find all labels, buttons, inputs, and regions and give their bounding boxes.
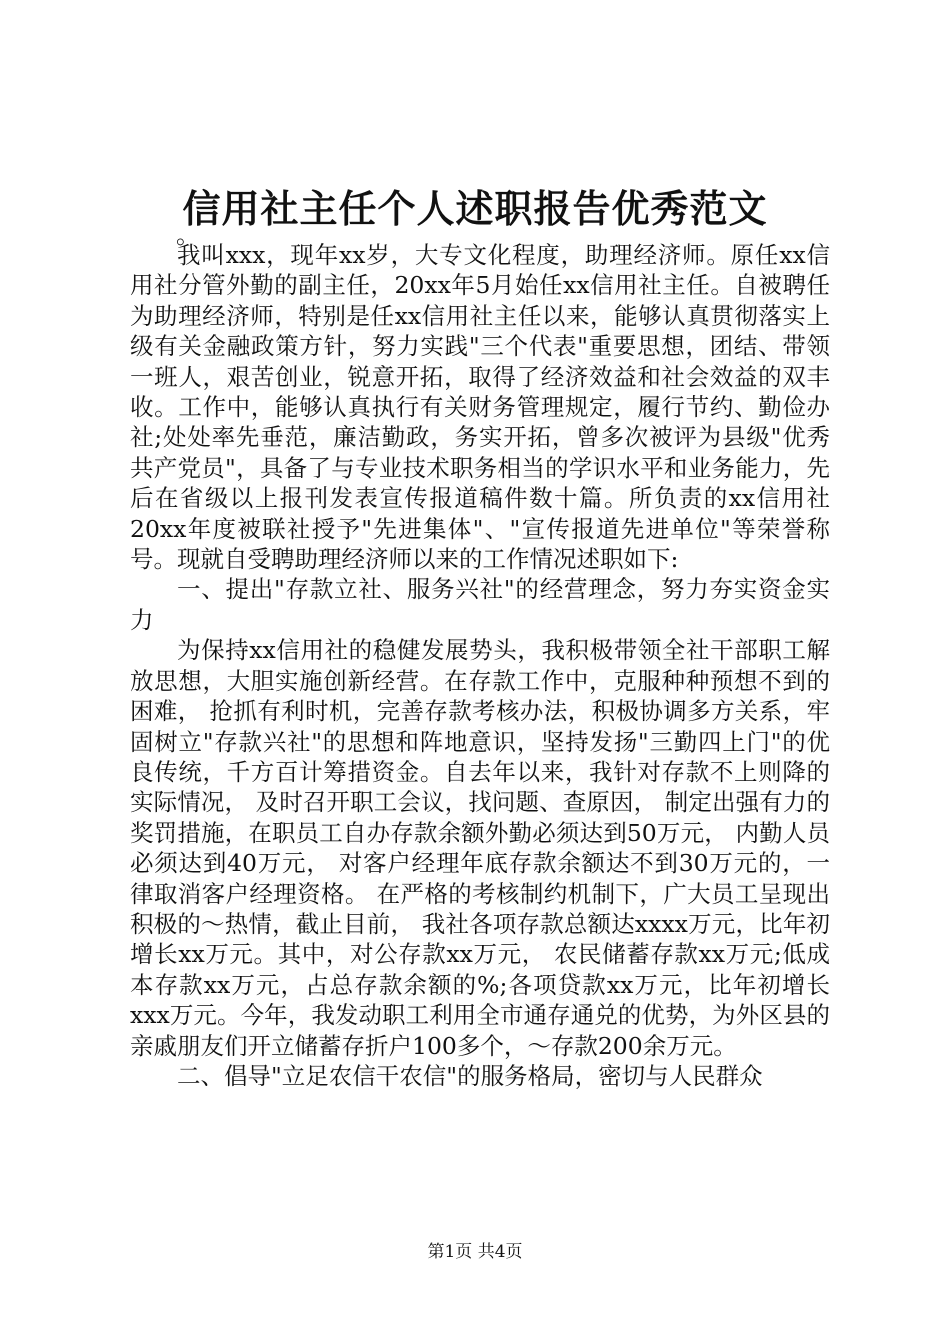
section-heading-1: 一、提出"存款立社、服务兴社"的经营理念，努力夯实资金实力 — [130, 575, 830, 634]
section-heading-2: 二、倡导"立足农信干农信"的服务格局，密切与人民群众 — [177, 1061, 763, 1090]
page-footer: 第1页 共4页 — [427, 1242, 523, 1262]
paragraph-section-1: 为保持xx信用社的稳健发展势头，我积极带领全社干部职工解放思想，大胆实施创新经营。在存款工作中，克服种种预想不到的困难， 抢抓有利时机，完善存款考核办法，积极协调多方关系，牢固树立"存款兴社"的思想和阵地意识，坚持发扬"三勤四上门"的优良传统，千方百计筹措资金。自去年以来，我针对存款不上则降的实际情况， 及时召开职工会议，找问题、查原因， 制定出强有力的奖罚措施，在职员工自办存款余额外勤必须达到50万元， 内勤人员必须达到40万元， 对客户经理年底存款余额达不到30万元的，一律取消客户经理资格。 在严格的考核制约机制下，广大员工呈现出积极的～热情，截止目前， 我社各项存款总额达xxxx万元，比年初增长xx万元。其中，对公存款xx万元， 农民储蓄存款xx万元;低成本存款xx万元，占总存款余额的%;各项贷款xx万元，比年初增长xxx万元。今年，我发动职工利用全市通存通兑的优势，为外区县的亲戚朋友们开立储蓄存折户100多个，～存款200余万元。 — [130, 636, 830, 1060]
document-body — [130, 240, 830, 1091]
paragraph-intro: 我叫xxx，现年xx岁，大专文化程度，助理经济师。原任xx信用社分管外勤的副主任，20xx年5月始任xx信用社主任。自被聘任为助理经济师，特别是任xx信用社主任以来，能够认真贯彻落实上级有关金融政策方针，努力实践"三个代表"重要思想，团结、带领一班人，艰苦创业，锐意开拓，取得了经济效益和社会效益的双丰收。工作中，能够认真执行有关财务管理规定，履行节约、勤俭办社;处处率先垂范，廉洁勤政，务实开拓，曾多次被评为县级"优秀共产党员"，具备了与专业技术职务相当的学识水平和业务能力，先后在省级以上报刊发表宣传报道稿件数十篇。所负责的xx信用社20xx年度被联社授予"先进集体"、"宣传报道先进单位"等荣誉称号。现就自受聘助理经济师以来的工作情况述职如下: — [130, 241, 830, 574]
stray-punctuation: 。 — [176, 221, 200, 249]
document-title: 信用社主任个人述职报告优秀范文 — [182, 186, 768, 231]
